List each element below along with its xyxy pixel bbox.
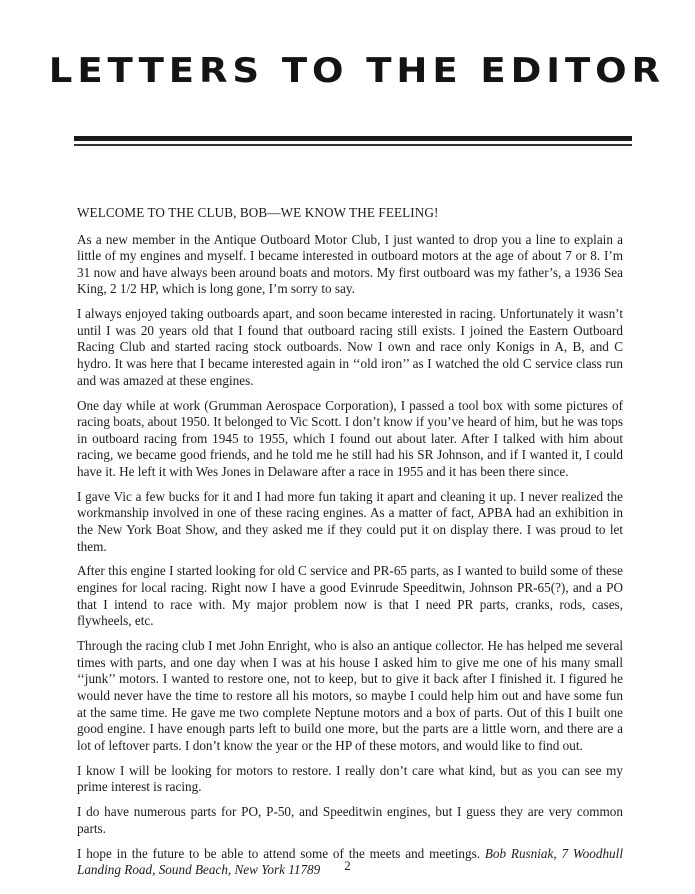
letter-headline: WELCOME TO THE CLUB, BOB—WE KNOW THE FEELING! bbox=[77, 205, 439, 220]
letter-paragraph-2: I always enjoyed taking outboards apart, and soon became interested in racing. Unfortunately it wasn’t until I was 20 years old that I found that outboard racing still exists. I joined the Eastern Outboard Racing Club and started racing stock outboards. Now I own and race only Konigs in A, B, and C hydro. It was here that I became interested again in ‘‘old iron’’ as I watched the old C service class run and was amazed at these engines. bbox=[77, 306, 623, 388]
letter-paragraph-1: As a new member in the Antique Outboard Motor Club, I just wanted to drop you a line to explain a little of my engines and myself. I became interested in outboard motors at the age of about 7 or 8. I’m 31 now and have always been around boats and motors. My first outboard was my father’s, a 1936 Sea King, 2 1/2 HP, which is long gone, I’m sorry to say. bbox=[77, 231, 623, 297]
letter-paragraph-4: I gave Vic a few bucks for it and I had more fun taking it apart and cleaning it up. I never realized the workmanship involved in one of these racing engines. As a matter of fact, APBA had an exhibition in the New York Boat Show, and they asked me if they could put it on display there. I was proud to let them. bbox=[77, 488, 623, 554]
letter-paragraph-5: After this engine I started looking for old C service and PR-65 parts, as I wanted to build some of these engines for local racing. Right now I have a good Evinrude Speeditwin, Johnson PR-65(?), and a PO that I intend to race with. My major problem now is that I need PR parts, cranks, rods, cases, flywheels, etc. bbox=[77, 563, 623, 629]
letter-paragraph-6: Through the racing club I met John Enright, who is also an antique collector. He has helped me several times with parts, and one day when I was at his house I asked him to give me one of his many small ‘‘junk’’ motors. I wanted to restore one, not to keep, but to give it back after I finished it. I figured he would never have the time to restore all his motors, so maybe I could help him out and have some fun at the same time. He gave me two complete Neptune motors and a box of parts. Out of this I built one good engine. I have enough parts left to build one more, but the parts are a little worn, and there are a lot of leftover parts. I don’t know the year or the HP of these motors, and would like to find out. bbox=[77, 638, 623, 753]
page-number: 2 bbox=[344, 858, 351, 873]
masthead-title: LETTERS TO THE EDITOR bbox=[48, 51, 665, 91]
letter-article bbox=[77, 205, 623, 887]
letter-closing-text: I hope in the future to be able to attend some of the meets and meetings. bbox=[77, 845, 480, 861]
letter-paragraph-7: I know I will be looking for motors to restore. I really don’t care what kind, but as you can see my prime interest is racing. bbox=[77, 762, 623, 795]
letter-paragraph-8: I do have numerous parts for PO, P-50, and Speeditwin engines, but I guess they are very common parts. bbox=[77, 804, 623, 836]
masthead-rule-thick bbox=[74, 136, 632, 141]
masthead-rule-thin bbox=[74, 144, 632, 146]
letter-signature: Bob Rusniak, 7 Woodhull Landing Road, Sound Beach, New York 11789 bbox=[77, 845, 623, 878]
masthead bbox=[48, 51, 665, 104]
letter-paragraph-3: One day while at work (Grumman Aerospace Corporation), I passed a tool box with some pictures of racing boats, about 1950. It belonged to Vic Scott. I don’t know if you’ve heard of him, but he was tops in outboard racing from 1945 to 1955, which I found out about later. After I talked with him about racing, we became good friends, and he told me he still had his SR Johnson, and if I wanted it, I could have it. He left it with Wes Jones in Delaware after a race in 1955 and it has been there since. bbox=[77, 397, 623, 479]
